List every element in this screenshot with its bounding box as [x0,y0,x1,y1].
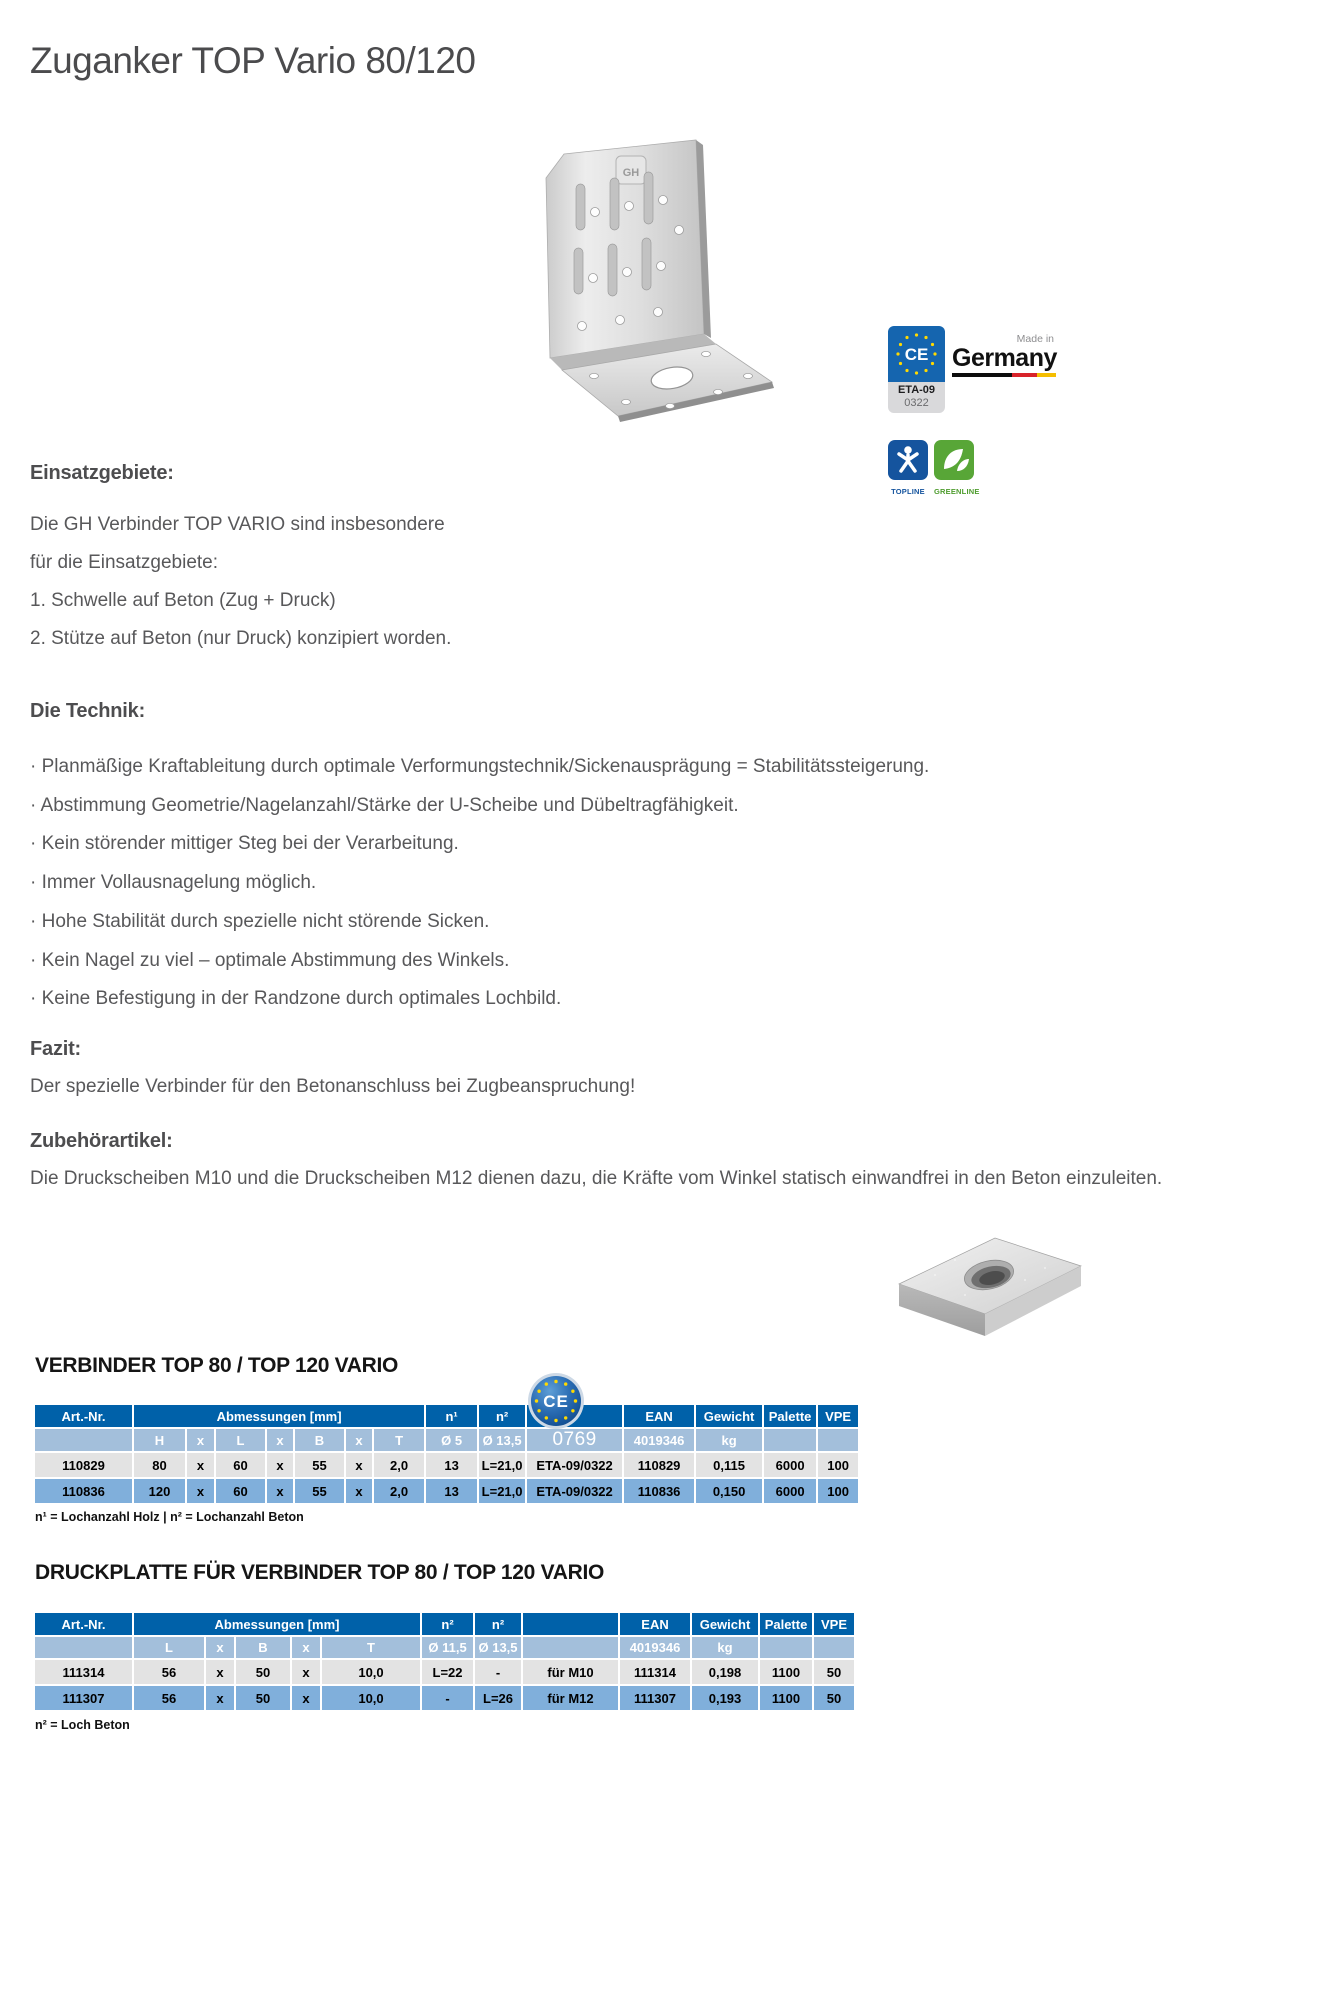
table-subheader-row [35,1637,854,1658]
cell: 100 [818,1479,858,1503]
verbinder-table [33,1403,860,1505]
sub-header [818,1429,858,1451]
sub-header [35,1429,132,1451]
cell: x [292,1660,320,1684]
cell: 2,0 [374,1479,424,1503]
cell: 0,150 [696,1479,762,1503]
table-header-row [35,1405,858,1427]
zubehoer-text: Die Druckscheiben M10 und die Druckscheiben M12 dienen dazu, die Kräfte vom Winkel statisch einwandfrei in den Beton einzuleiten. [30,1168,1163,1189]
cell: x [346,1453,372,1477]
cell: x [267,1479,293,1503]
table2-footnote: n² = Loch Beton [35,1718,130,1732]
greenline-icon [934,440,974,480]
cell: 110829 [624,1453,694,1477]
sub-header: kg [696,1429,762,1451]
section-heading-fazit: Fazit: [30,1038,82,1060]
col-header [523,1613,618,1635]
ean-prefix: 4019346 [624,1429,694,1451]
sub-header: x [267,1429,293,1451]
cell: 110836 [35,1479,132,1503]
cell: - [475,1660,521,1684]
cell: 55 [295,1479,344,1503]
cell: 60 [216,1453,265,1477]
sub-header: T [322,1637,420,1658]
product-image-bracket [460,120,800,450]
cell: L=21,0 [479,1453,525,1477]
bullet-item: · Planmäßige Kraftableitung durch optimale Verformungstechnik/Sickenausprägung = Stabilitätssteigerung. [30,756,930,777]
col-header: VPE [814,1613,854,1635]
greenline-label: GREENLINE [934,487,980,496]
table1-footnote: n¹ = Lochanzahl Holz | n² = Lochanzahl Beton [35,1510,304,1524]
einsatzgebiete-text [30,506,451,658]
sub-header: Ø 11,5 [422,1637,473,1658]
table-row [35,1479,858,1503]
cell: x [346,1479,372,1503]
text-line: für die Einsatzgebiete: [30,552,219,573]
bracket-illustration [460,120,800,450]
druckplatte-table [33,1611,856,1712]
sub-header [35,1637,132,1658]
text-line: 2. Stütze auf Beton (nur Druck) konzipiert worden. [30,628,452,649]
sub-header: x [187,1429,214,1451]
sub-header: kg [692,1637,758,1658]
sub-header: x [292,1637,320,1658]
sub-header: Ø 13,5 [479,1429,525,1451]
cell: ETA-09/0322 [527,1479,622,1503]
sub-header [814,1637,854,1658]
col-header: Gewicht [692,1613,758,1635]
section-heading-einsatzgebiete: Einsatzgebiete: [30,462,174,484]
eta-number: ETA-09 [897,384,936,396]
cell: 50 [814,1686,854,1710]
cell: x [267,1453,293,1477]
cell: L=22 [422,1660,473,1684]
page-title: Zuganker TOP Vario 80/120 [30,40,476,81]
cell: 111307 [620,1686,690,1710]
cell: 111314 [620,1660,690,1684]
col-header: EAN [620,1613,690,1635]
sub-header: B [236,1637,290,1658]
cell: 50 [236,1660,290,1684]
ean-prefix: 4019346 [620,1637,690,1658]
ce-mark-icon [888,326,945,382]
cell: 100 [818,1453,858,1477]
col-header: EAN [624,1405,694,1427]
text-line: 1. Schwelle auf Beton (Zug + Druck) [30,590,336,611]
cell: 111307 [35,1686,132,1710]
col-header: n¹ [426,1405,477,1427]
table-row [35,1686,854,1710]
col-header: Abmessungen [mm] [134,1613,420,1635]
cell: ETA-09/0322 [527,1453,622,1477]
cell: x [206,1660,234,1684]
bullet-item: · Kein störender mittiger Steg bei der Verarbeitung. [30,833,459,855]
section-heading-technik: Die Technik: [30,700,146,722]
notified-body-number: 0769 [527,1429,622,1451]
svg-text:CE: CE [904,345,929,364]
cell: 110829 [35,1453,132,1477]
product-image-druckplatte [885,1220,1095,1355]
table2-caption: DRUCKPLATTE FÜR VERBINDER TOP 80 / TOP 120 VARIO [35,1561,605,1584]
cell: 55 [295,1453,344,1477]
bullet-item: · Immer Vollausnagelung möglich. [30,872,317,894]
bullet-item: · Abstimmung Geometrie/Nagelanzahl/Stärke der U-Scheibe und Dübeltragfähigkeit. [30,794,739,816]
cell: 10,0 [322,1686,420,1710]
col-header: n² [479,1405,525,1427]
cell: x [187,1479,214,1503]
bullet-item: · Kein Nagel zu viel – optimale Abstimmung des Winkels. [30,949,510,971]
cell: x [206,1686,234,1710]
cell: für M12 [523,1686,618,1710]
sub-header [764,1429,816,1451]
cell: 60 [216,1479,265,1503]
sub-header: x [346,1429,372,1451]
cell: 0,193 [692,1686,758,1710]
cell: 13 [426,1479,477,1503]
made-in-germany-logo [952,333,1056,377]
col-header: Gewicht [696,1405,762,1427]
sub-header: T [374,1429,424,1451]
topline-label: TOPLINE [891,487,925,496]
topline-badge [888,440,928,496]
col-header: n² [422,1613,473,1635]
cell: 111314 [35,1660,132,1684]
eta-sub-number: 0322 [904,397,929,409]
table-subheader-row [35,1429,858,1451]
ce-circle-badge [527,1372,585,1435]
col-header: Art.-Nr. [35,1613,132,1635]
cell: 120 [134,1479,185,1503]
col-header: VPE [818,1405,858,1427]
cell: 56 [134,1660,204,1684]
table1-caption: VERBINDER TOP 80 / TOP 120 VARIO [35,1354,399,1377]
bullet-item: · Keine Befestigung in der Randzone durch optimales Lochbild. [30,988,562,1010]
sub-header: H [134,1429,185,1451]
cell: 80 [134,1453,185,1477]
cell: - [422,1686,473,1710]
cell: 10,0 [322,1660,420,1684]
cell: 0,198 [692,1660,758,1684]
cell: x [187,1453,214,1477]
sub-header: x [206,1637,234,1658]
sub-header: B [295,1429,344,1451]
table-row [35,1453,858,1477]
bullet-item: · Hohe Stabilität durch spezielle nicht störende Sicken. [30,910,490,932]
greenline-badge [934,440,980,496]
cell: 50 [814,1660,854,1684]
cell: 13 [426,1453,477,1477]
sub-header: Ø 13,5 [475,1637,521,1658]
sub-header [760,1637,812,1658]
cell: 2,0 [374,1453,424,1477]
made-in-label: Made in [1016,333,1054,345]
product-line-badges [888,440,980,496]
table-row [35,1660,854,1684]
cell: 6000 [764,1479,816,1503]
cell: 56 [134,1686,204,1710]
svg-text:CE: CE [543,1392,569,1411]
section-heading-zubehoer: Zubehörartikel: [30,1130,173,1152]
cell: 50 [236,1686,290,1710]
svg-text:GH: GH [622,167,640,179]
cell: für M10 [523,1660,618,1684]
text-line: Die GH Verbinder TOP VARIO sind insbesondere [30,514,445,535]
sub-header: L [216,1429,265,1451]
cell: 1100 [760,1686,812,1710]
col-header: Palette [760,1613,812,1635]
sub-header [523,1637,618,1658]
technik-bullets [30,748,929,1019]
cell: 110836 [624,1479,694,1503]
sub-header: Ø 5 [426,1429,477,1451]
ce-eta-badge [888,326,945,413]
cell: 6000 [764,1453,816,1477]
topline-icon [888,440,928,480]
germany-label: Germany [952,344,1057,372]
table-header-row [35,1613,854,1635]
cell: x [292,1686,320,1710]
cell: L=26 [475,1686,521,1710]
col-header: n² [475,1613,521,1635]
col-header: Abmessungen [mm] [134,1405,424,1427]
fazit-text: Der spezielle Verbinder für den Betonanschluss bei Zugbeanspruchung! [30,1076,636,1097]
druckplatte-illustration [885,1220,1095,1355]
col-header: Palette [764,1405,816,1427]
sub-header: L [134,1637,204,1658]
col-header: Art.-Nr. [35,1405,132,1427]
cell: L=21,0 [479,1479,525,1503]
cell: 0,115 [696,1453,762,1477]
german-flag-bar [952,373,1056,377]
cell: 1100 [760,1660,812,1684]
